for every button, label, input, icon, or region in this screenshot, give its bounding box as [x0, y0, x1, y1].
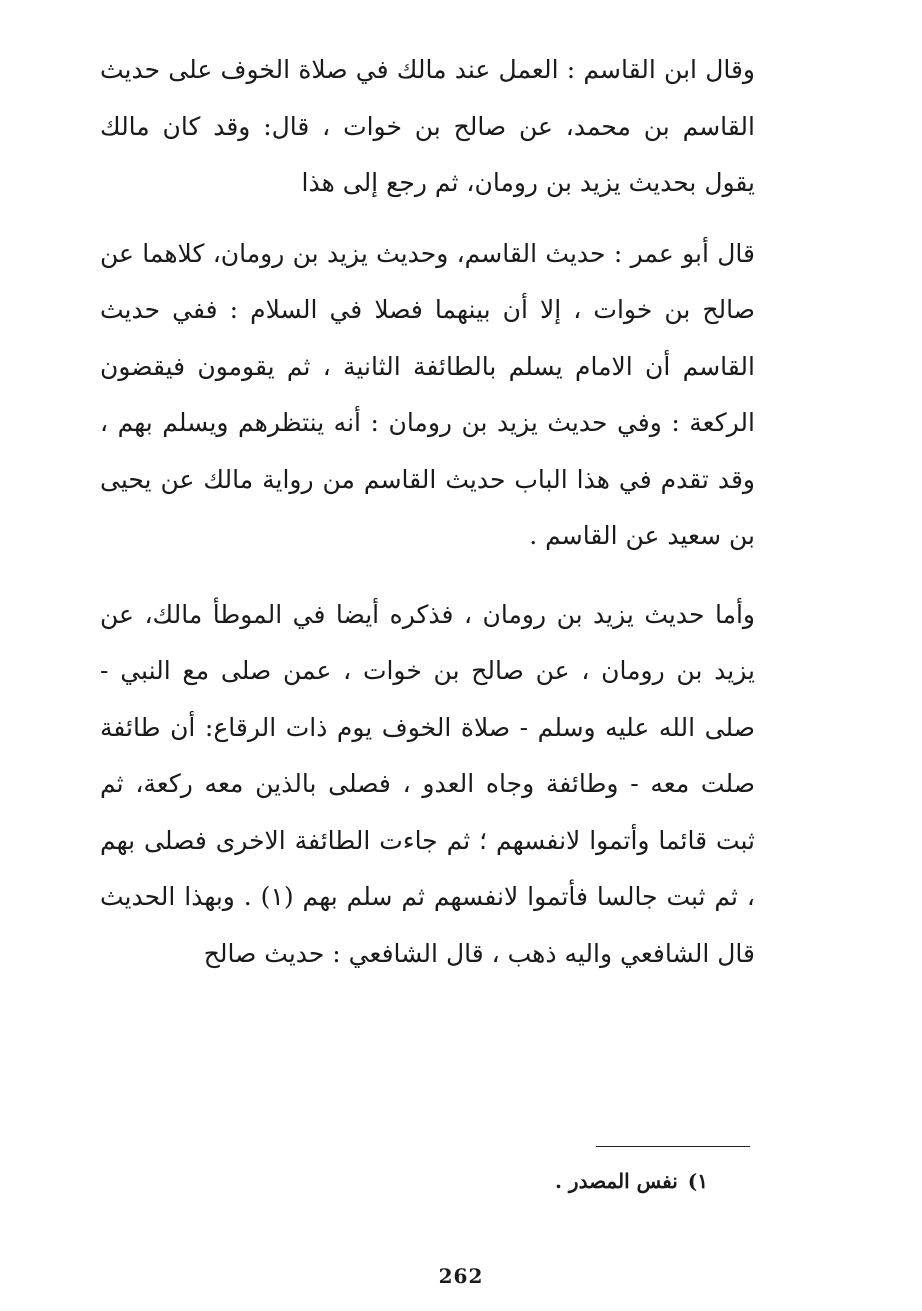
paragraph-3: وأما حديث يزيد بن رومان ، فذكره أيضا في الموطأ مالك، عن يزيد بن رومان ، عن صالح بن خوات ، عمن صلى مع النبي - صلى الله عليه وسلم - صلاة الخوف يوم ذات الرقاع: أن طائفة صلت معه - وطائفة وجاه العدو ، فصلى بالذين معه ركعة، ثم ثبت قائما وأتموا لانفسهم ؛ ثم جاءت الطائفة الاخرى فصلى بهم ، ثم ثبت جالسا فأتموا لانفسهم ثم سلم بهم (١) . وبهذا الحديث قال الشافعي واليه ذهب ، قال الشافعي : حديث صالح: [100, 599, 756, 968]
page-number: 262: [438, 1264, 484, 1288]
paragraph-2: قال أبو عمر : حديث القاسم، وحديث يزيد بن رومان، كلاهما عن صالح بن خوات ، إلا أن بينهما فصلا في السلام : ففي حديث القاسم أن الامام يسلم بالطائفة الثانية ، ثم يقومون فيقضون الركعة : وفي حديث يزيد بن رومان : أنه ينتظرهم ويسلم بهم ، وقد تقدم في هذا الباب حديث القاسم من رواية مالك عن يحيى بن سعيد عن القاسم .: [100, 238, 755, 550]
main-text: [100, 42, 755, 982]
footnote-text: نفس المصدر .: [554, 1169, 678, 1193]
footnote-marker: ١): [687, 1169, 708, 1193]
paragraph-1: وقال ابن القاسم : العمل عند مالك في صلاة الخوف على حديث القاسم بن محمد، عن صالح بن خوات ، قال: وقد كان مالك يقول بحديث يزيد بن رومان، ثم رجع إلى هذا: [100, 55, 755, 197]
footnote-separator: [596, 1146, 750, 1147]
footnote: [555, 1166, 708, 1196]
